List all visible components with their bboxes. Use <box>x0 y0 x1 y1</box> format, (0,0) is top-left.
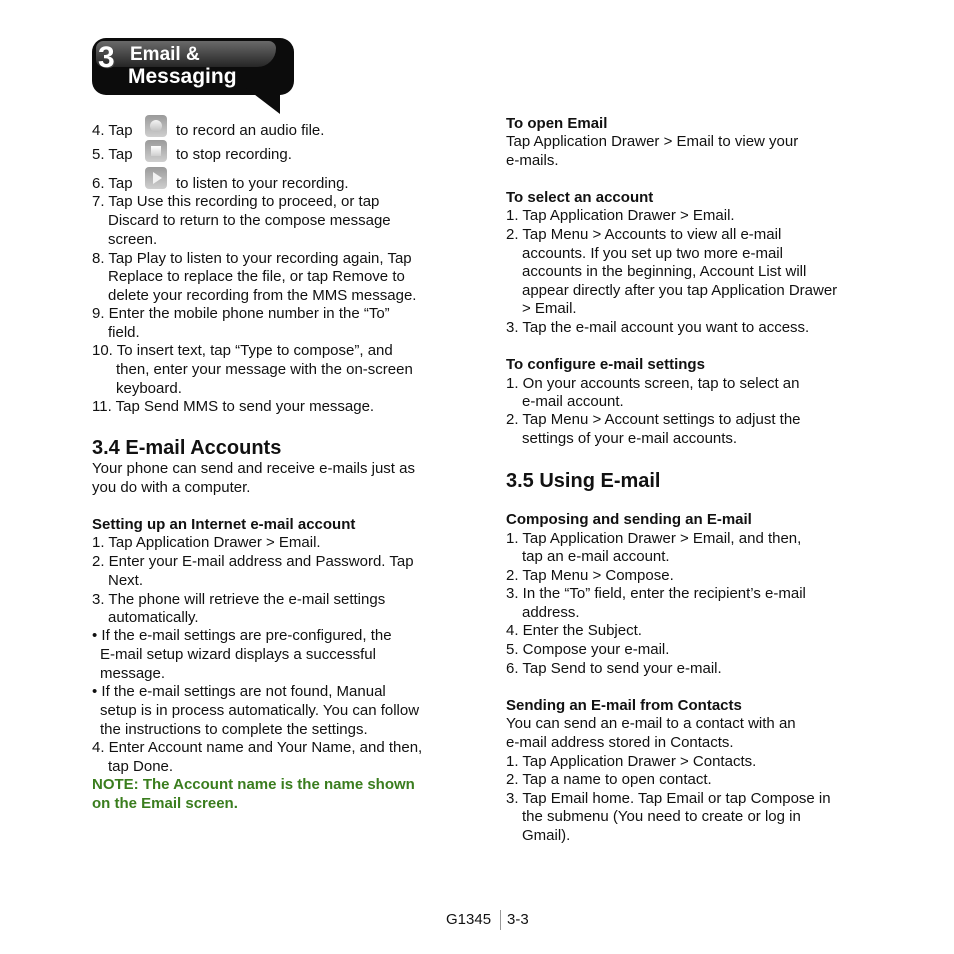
stop-icon <box>145 140 167 162</box>
text-line: 4. Enter the Subject. <box>506 622 642 639</box>
section-title-3-5: 3.5 Using E-mail <box>506 470 661 492</box>
text-line: Gmail). <box>522 827 571 844</box>
step-6-prefix: 6. Tap <box>92 175 133 192</box>
text-line: address. <box>522 604 580 621</box>
step-5-text: to stop recording. <box>176 146 292 163</box>
note-line: NOTE: The Account name is the name shown <box>92 776 415 793</box>
text-line: 11. Tap Send MMS to send your message. <box>92 398 375 415</box>
step-5-prefix: 5. Tap <box>92 146 133 163</box>
text-line: 3. Tap the e-mail account you want to access. <box>506 319 810 336</box>
text-line: 7. Tap Use this recording to proceed, or tap <box>92 193 380 210</box>
text-line: 1. Tap Application Drawer > Email. <box>92 534 321 551</box>
text-line: delete your recording from the MMS message. <box>108 287 417 304</box>
record-icon <box>145 115 167 137</box>
text-line: 2. Tap Menu > Compose. <box>506 567 674 584</box>
text-line: E-mail setup wizard displays a successful <box>100 646 376 663</box>
text-line: 5. Compose your e-mail. <box>506 641 670 658</box>
text-line: tap an e-mail account. <box>522 548 670 565</box>
chapter-badge-tail <box>246 88 280 114</box>
text-line: appear directly after you tap Application Drawer <box>522 282 838 299</box>
text-line: 8. Tap Play to listen to your recording again, Tap <box>92 250 412 267</box>
text-line: Your phone can send and receive e-mails just as <box>92 460 415 477</box>
text-line: keyboard. <box>116 380 182 397</box>
text-line: e-mail account. <box>522 393 624 410</box>
text-line: Next. <box>108 572 144 589</box>
text-line: settings of your e-mail accounts. <box>522 430 738 447</box>
footer-page-number: 3-3 <box>507 911 529 928</box>
text-line: tap Done. <box>108 758 174 775</box>
text-line: 9. Enter the mobile phone number in the “To” <box>92 305 390 322</box>
text-line: 3. The phone will retrieve the e-mail settings <box>92 591 386 608</box>
text-line: 2. Enter your E-mail address and Password. Tap <box>92 553 414 570</box>
text-line: 6. Tap Send to send your e-mail. <box>506 660 722 677</box>
step-4-prefix: 4. Tap <box>92 122 133 139</box>
text-line: message. <box>100 665 166 682</box>
text-line: screen. <box>108 231 158 248</box>
subheading-select-account: To select an account <box>506 189 654 206</box>
text-line: then, enter your message with the on-screen <box>116 361 413 378</box>
text-line: > Email. <box>522 300 577 317</box>
play-icon <box>145 167 167 189</box>
text-line: setup is in process automatically. You can follow <box>100 702 420 719</box>
text-line: 4. Enter Account name and Your Name, and then, <box>92 739 423 756</box>
text-line: • If the e-mail settings are not found, Manual <box>92 683 386 700</box>
text-line: 1. On your accounts screen, tap to select an <box>506 375 800 392</box>
footer-model: G1345 <box>446 911 492 928</box>
text-line: Discard to return to the compose message <box>108 212 391 229</box>
subheading-contacts: Sending an E-mail from Contacts <box>506 697 742 714</box>
subheading-open-email: To open Email <box>506 115 608 132</box>
text-line: 1. Tap Application Drawer > Email. <box>506 207 735 224</box>
text-line: 1. Tap Application Drawer > Email, and then, <box>506 530 802 547</box>
text-line: 3. Tap Email home. Tap Email or tap Compose in <box>506 790 831 807</box>
text-line: e-mails. <box>506 152 559 169</box>
text-line: you do with a computer. <box>92 479 251 496</box>
text-line: accounts in the beginning, Account List will <box>522 263 807 280</box>
section-title-3-4: 3.4 E-mail Accounts <box>92 437 282 459</box>
text-line: 10. To insert text, tap “Type to compose”, and <box>92 342 393 359</box>
text-line: 2. Tap Menu > Account settings to adjust the <box>506 411 801 428</box>
text-line: Tap Application Drawer > Email to view your <box>506 133 799 150</box>
text-line: automatically. <box>108 609 199 626</box>
subheading-compose: Composing and sending an E-mail <box>506 511 752 528</box>
text-line: Replace to replace the file, or tap Remove to <box>108 268 405 285</box>
text-line: 2. Tap Menu > Accounts to view all e-mail <box>506 226 782 243</box>
step-6-text: to listen to your recording. <box>176 175 349 192</box>
text-line: accounts. If you set up two more e-mail <box>522 245 783 262</box>
text-line: 2. Tap a name to open contact. <box>506 771 712 788</box>
text-line: You can send an e-mail to a contact with an <box>506 715 796 732</box>
text-line: 1. Tap Application Drawer > Contacts. <box>506 753 757 770</box>
chapter-title-line1: Email & <box>130 44 200 65</box>
text-line: the instructions to complete the settings. <box>100 721 368 738</box>
text-line: the submenu (You need to create or log in <box>522 808 801 825</box>
chapter-number: 3 <box>98 41 115 74</box>
text-line: 3. In the “To” field, enter the recipient’s e-mail <box>506 585 806 602</box>
text-line: • If the e-mail settings are pre-configured, the <box>92 627 392 644</box>
subheading-setup: Setting up an Internet e-mail account <box>92 516 356 533</box>
footer-separator <box>500 910 501 930</box>
step-4-text: to record an audio file. <box>176 122 325 139</box>
chapter-title-line2: Messaging <box>128 65 237 88</box>
subheading-configure: To configure e-mail settings <box>506 356 705 373</box>
text-line: field. <box>108 324 140 341</box>
text-line: e-mail address stored in Contacts. <box>506 734 734 751</box>
note-line: on the Email screen. <box>92 795 238 812</box>
